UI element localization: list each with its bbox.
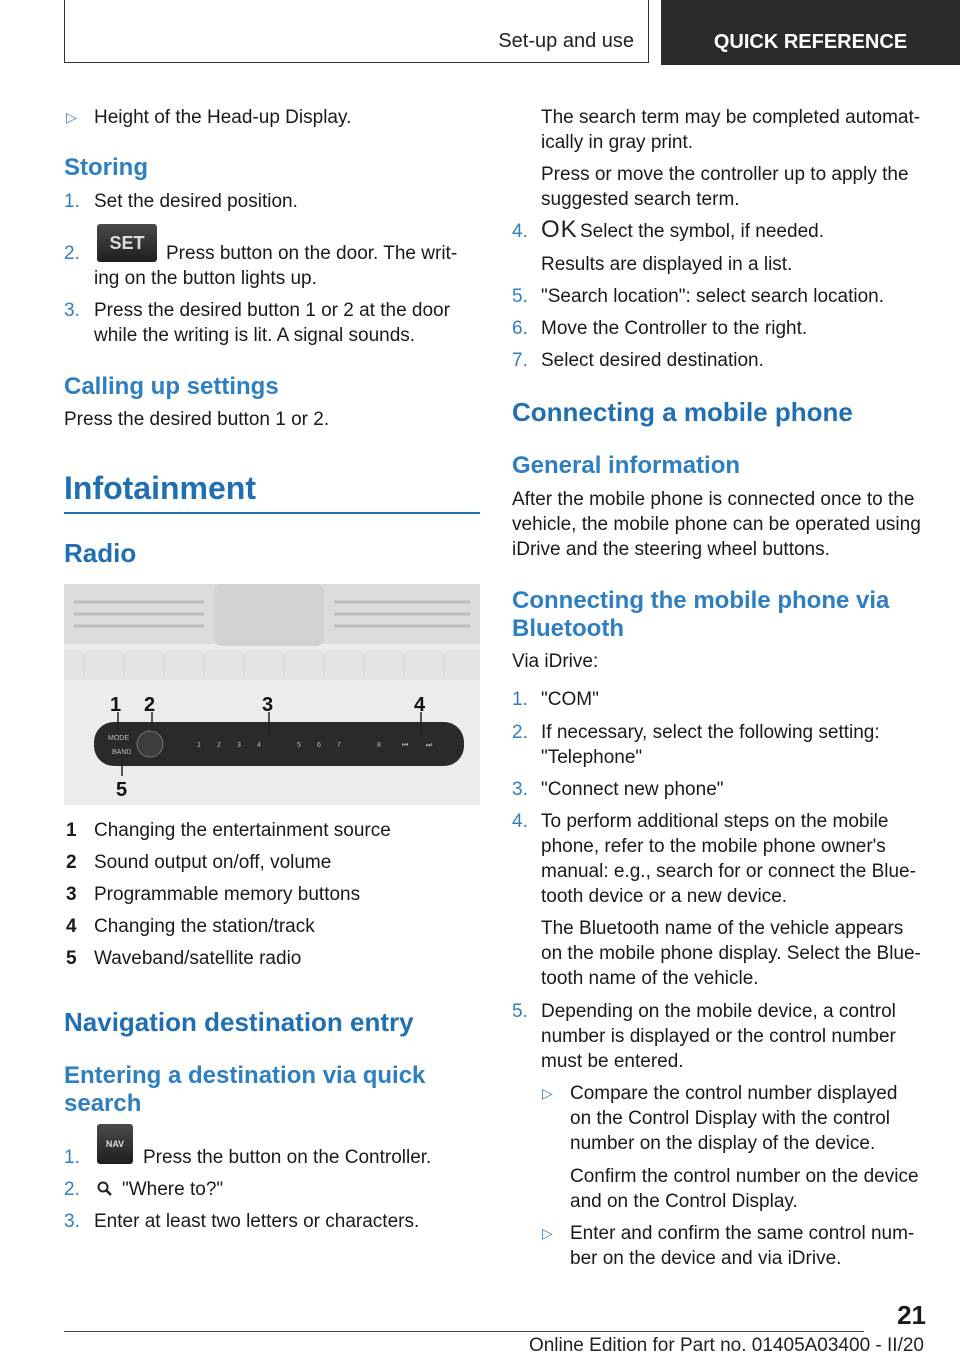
- quick-search-heading-cont: search: [64, 1090, 142, 1117]
- step-number: 3.: [512, 779, 528, 800]
- step-text-cont: tooth device or a new device.: [541, 886, 788, 907]
- heading-rule: [64, 512, 480, 514]
- step-number: 2.: [64, 243, 80, 264]
- page-number: 21: [897, 1300, 926, 1330]
- step-text: Set the desired position.: [94, 191, 298, 212]
- legend-number: 5: [66, 948, 77, 969]
- radio-heading: Radio: [64, 538, 137, 568]
- legend-number: 3: [66, 884, 77, 905]
- legend-text: Programmable memory buttons: [94, 884, 361, 905]
- calling-heading: Calling up settings: [64, 373, 279, 400]
- step-number: 1.: [512, 689, 528, 710]
- calling-text: Press the desired button 1 or 2.: [64, 409, 330, 430]
- legend-text: Waveband/satellite radio: [94, 948, 302, 969]
- sub-bullet-text: and on the Control Display.: [570, 1191, 798, 1212]
- step-text: To perform additional steps on the mobile: [541, 811, 889, 832]
- step-number: 3.: [64, 1211, 80, 1232]
- step-number: 1.: [64, 1147, 80, 1168]
- general-text: After the mobile phone is connected once to the: [512, 489, 915, 510]
- callout-3: 3: [262, 694, 274, 716]
- step-text: "Connect new phone": [541, 779, 724, 800]
- legend-text: Sound output on/off, volume: [94, 852, 332, 873]
- nav-button-icon: NAV: [97, 1124, 133, 1164]
- paragraph: Results are displayed in a list.: [541, 254, 793, 275]
- svg-text:3: 3: [237, 742, 241, 749]
- svg-text:7: 7: [337, 742, 341, 749]
- svg-text:8: 8: [377, 742, 381, 749]
- sub-bullet-text: on the Control Display with the control: [570, 1108, 890, 1129]
- svg-text:1: 1: [197, 742, 201, 749]
- step-text: "Search location": select search location.: [541, 286, 885, 307]
- legend-text: Changing the station/track: [94, 916, 315, 937]
- storing-heading: Storing: [64, 154, 148, 181]
- infotainment-heading: Infotainment: [64, 470, 256, 506]
- step-text: "COM": [541, 689, 599, 710]
- quick-reference-tab[interactable]: QUICK REFERENCE: [661, 0, 960, 65]
- step-text-cont: must be entered.: [541, 1051, 684, 1072]
- step-number: 4.: [512, 811, 528, 832]
- paragraph: suggested search term.: [541, 189, 740, 210]
- step-number: 1.: [64, 191, 80, 212]
- legend-number: 2: [66, 852, 77, 873]
- step-text: Press the desired button 1 or 2 at the door: [94, 300, 450, 321]
- step-number: 4.: [512, 221, 528, 242]
- svg-text:⏮: ⏮: [402, 742, 409, 749]
- bluetooth-heading: Connecting the mobile phone via: [512, 587, 890, 614]
- step-text-cont: while the writing is lit. A signal sounds.: [94, 325, 416, 346]
- sub-bullet-text: number on the display of the device.: [570, 1133, 876, 1154]
- step-number: 5.: [512, 286, 528, 307]
- svg-text:⏭: ⏭: [426, 742, 433, 749]
- phone-heading: Connecting a mobile phone: [512, 397, 853, 427]
- bullet-text: Height of the Head-up Display.: [94, 107, 352, 128]
- step-number: 6.: [512, 318, 528, 339]
- step-text-cont: manual: e.g., search for or connect the Blue-: [541, 861, 916, 882]
- sub-bullet-text: ber on the device and via iDrive.: [570, 1248, 842, 1269]
- step-number: 7.: [512, 350, 528, 371]
- legend-number: 4: [66, 916, 77, 937]
- svg-text:6: 6: [317, 742, 321, 749]
- search-icon: [96, 1180, 114, 1198]
- step-text: If necessary, select the following setting:: [541, 722, 880, 743]
- step-text: Select desired destination.: [541, 350, 764, 371]
- paragraph: The search term may be completed automat-: [541, 107, 921, 128]
- step-text: Enter at least two letters or characters.: [94, 1211, 420, 1232]
- svg-text:BAND: BAND: [112, 749, 132, 756]
- step-text-cont: phone, refer to the mobile phone owner's: [541, 836, 886, 857]
- step-text-cont: ing on the button lights up.: [94, 268, 317, 289]
- quick-search-heading: Entering a destination via quick: [64, 1062, 426, 1089]
- step-number: 2.: [512, 722, 528, 743]
- step-text: Press the button on the Controller.: [143, 1147, 432, 1168]
- step-text: "Where to?": [122, 1179, 224, 1200]
- step-text: Move the Controller to the right.: [541, 318, 808, 339]
- bullet-triangle-icon: ▷: [66, 109, 77, 125]
- section-title: Set-up and use: [498, 30, 634, 52]
- paragraph: on the mobile phone display. Select the Blue-: [541, 943, 921, 964]
- svg-text:2: 2: [217, 742, 221, 749]
- step-text: Depending on the mobile device, a control: [541, 1001, 896, 1022]
- callout-1: 1: [110, 694, 122, 716]
- sub-bullet-text: Enter and confirm the same control num-: [570, 1223, 915, 1244]
- general-text: iDrive and the steering wheel buttons.: [512, 539, 830, 560]
- step-text-cont: number is displayed or the control number: [541, 1026, 896, 1047]
- bullet-triangle-icon: ▷: [542, 1225, 553, 1241]
- bullet-triangle-icon: ▷: [542, 1085, 553, 1101]
- sub-bullet-text: Confirm the control number on the device: [570, 1166, 919, 1187]
- edition-text: Online Edition for Part no. 01405A03400 - II/20: [528, 1335, 924, 1356]
- paragraph: tooth name of the vehicle.: [541, 968, 759, 989]
- paragraph: The Bluetooth name of the vehicle appears: [541, 918, 904, 939]
- paragraph: ically in gray print.: [541, 132, 694, 153]
- set-button-icon: SET: [97, 224, 157, 262]
- svg-text:4: 4: [257, 742, 261, 749]
- radio-illustration: [64, 584, 480, 805]
- svg-text:5: 5: [297, 742, 301, 749]
- footer-rule: [64, 1331, 864, 1332]
- ok-icon: OK: [541, 216, 578, 243]
- svg-text:MODE: MODE: [108, 735, 129, 742]
- callout-5: 5: [116, 779, 128, 801]
- step-number: 2.: [64, 1179, 80, 1200]
- step-text-cont: "Telephone": [541, 747, 643, 768]
- general-heading: General information: [512, 452, 741, 479]
- sub-bullet-text: Compare the control number displayed: [570, 1083, 898, 1104]
- step-number: 5.: [512, 1001, 528, 1022]
- legend-number: 1: [66, 820, 77, 841]
- general-text: vehicle, the mobile phone can be operated using: [512, 514, 921, 535]
- via-text: Via iDrive:: [512, 651, 599, 672]
- step-text: Press button on the door. The writ-: [166, 243, 458, 264]
- paragraph: Press or move the controller up to apply the: [541, 164, 909, 185]
- step-text: Select the symbol, if needed.: [580, 221, 824, 242]
- page-header: [0, 0, 960, 66]
- bluetooth-heading-cont: Bluetooth: [512, 615, 624, 642]
- radio-photo: [64, 584, 480, 805]
- step-number: 3.: [64, 300, 80, 321]
- legend-text: Changing the entertainment source: [94, 820, 391, 841]
- navigation-heading: Navigation destination entry: [64, 1007, 414, 1037]
- callout-2: 2: [144, 694, 156, 716]
- callout-4: 4: [414, 694, 426, 716]
